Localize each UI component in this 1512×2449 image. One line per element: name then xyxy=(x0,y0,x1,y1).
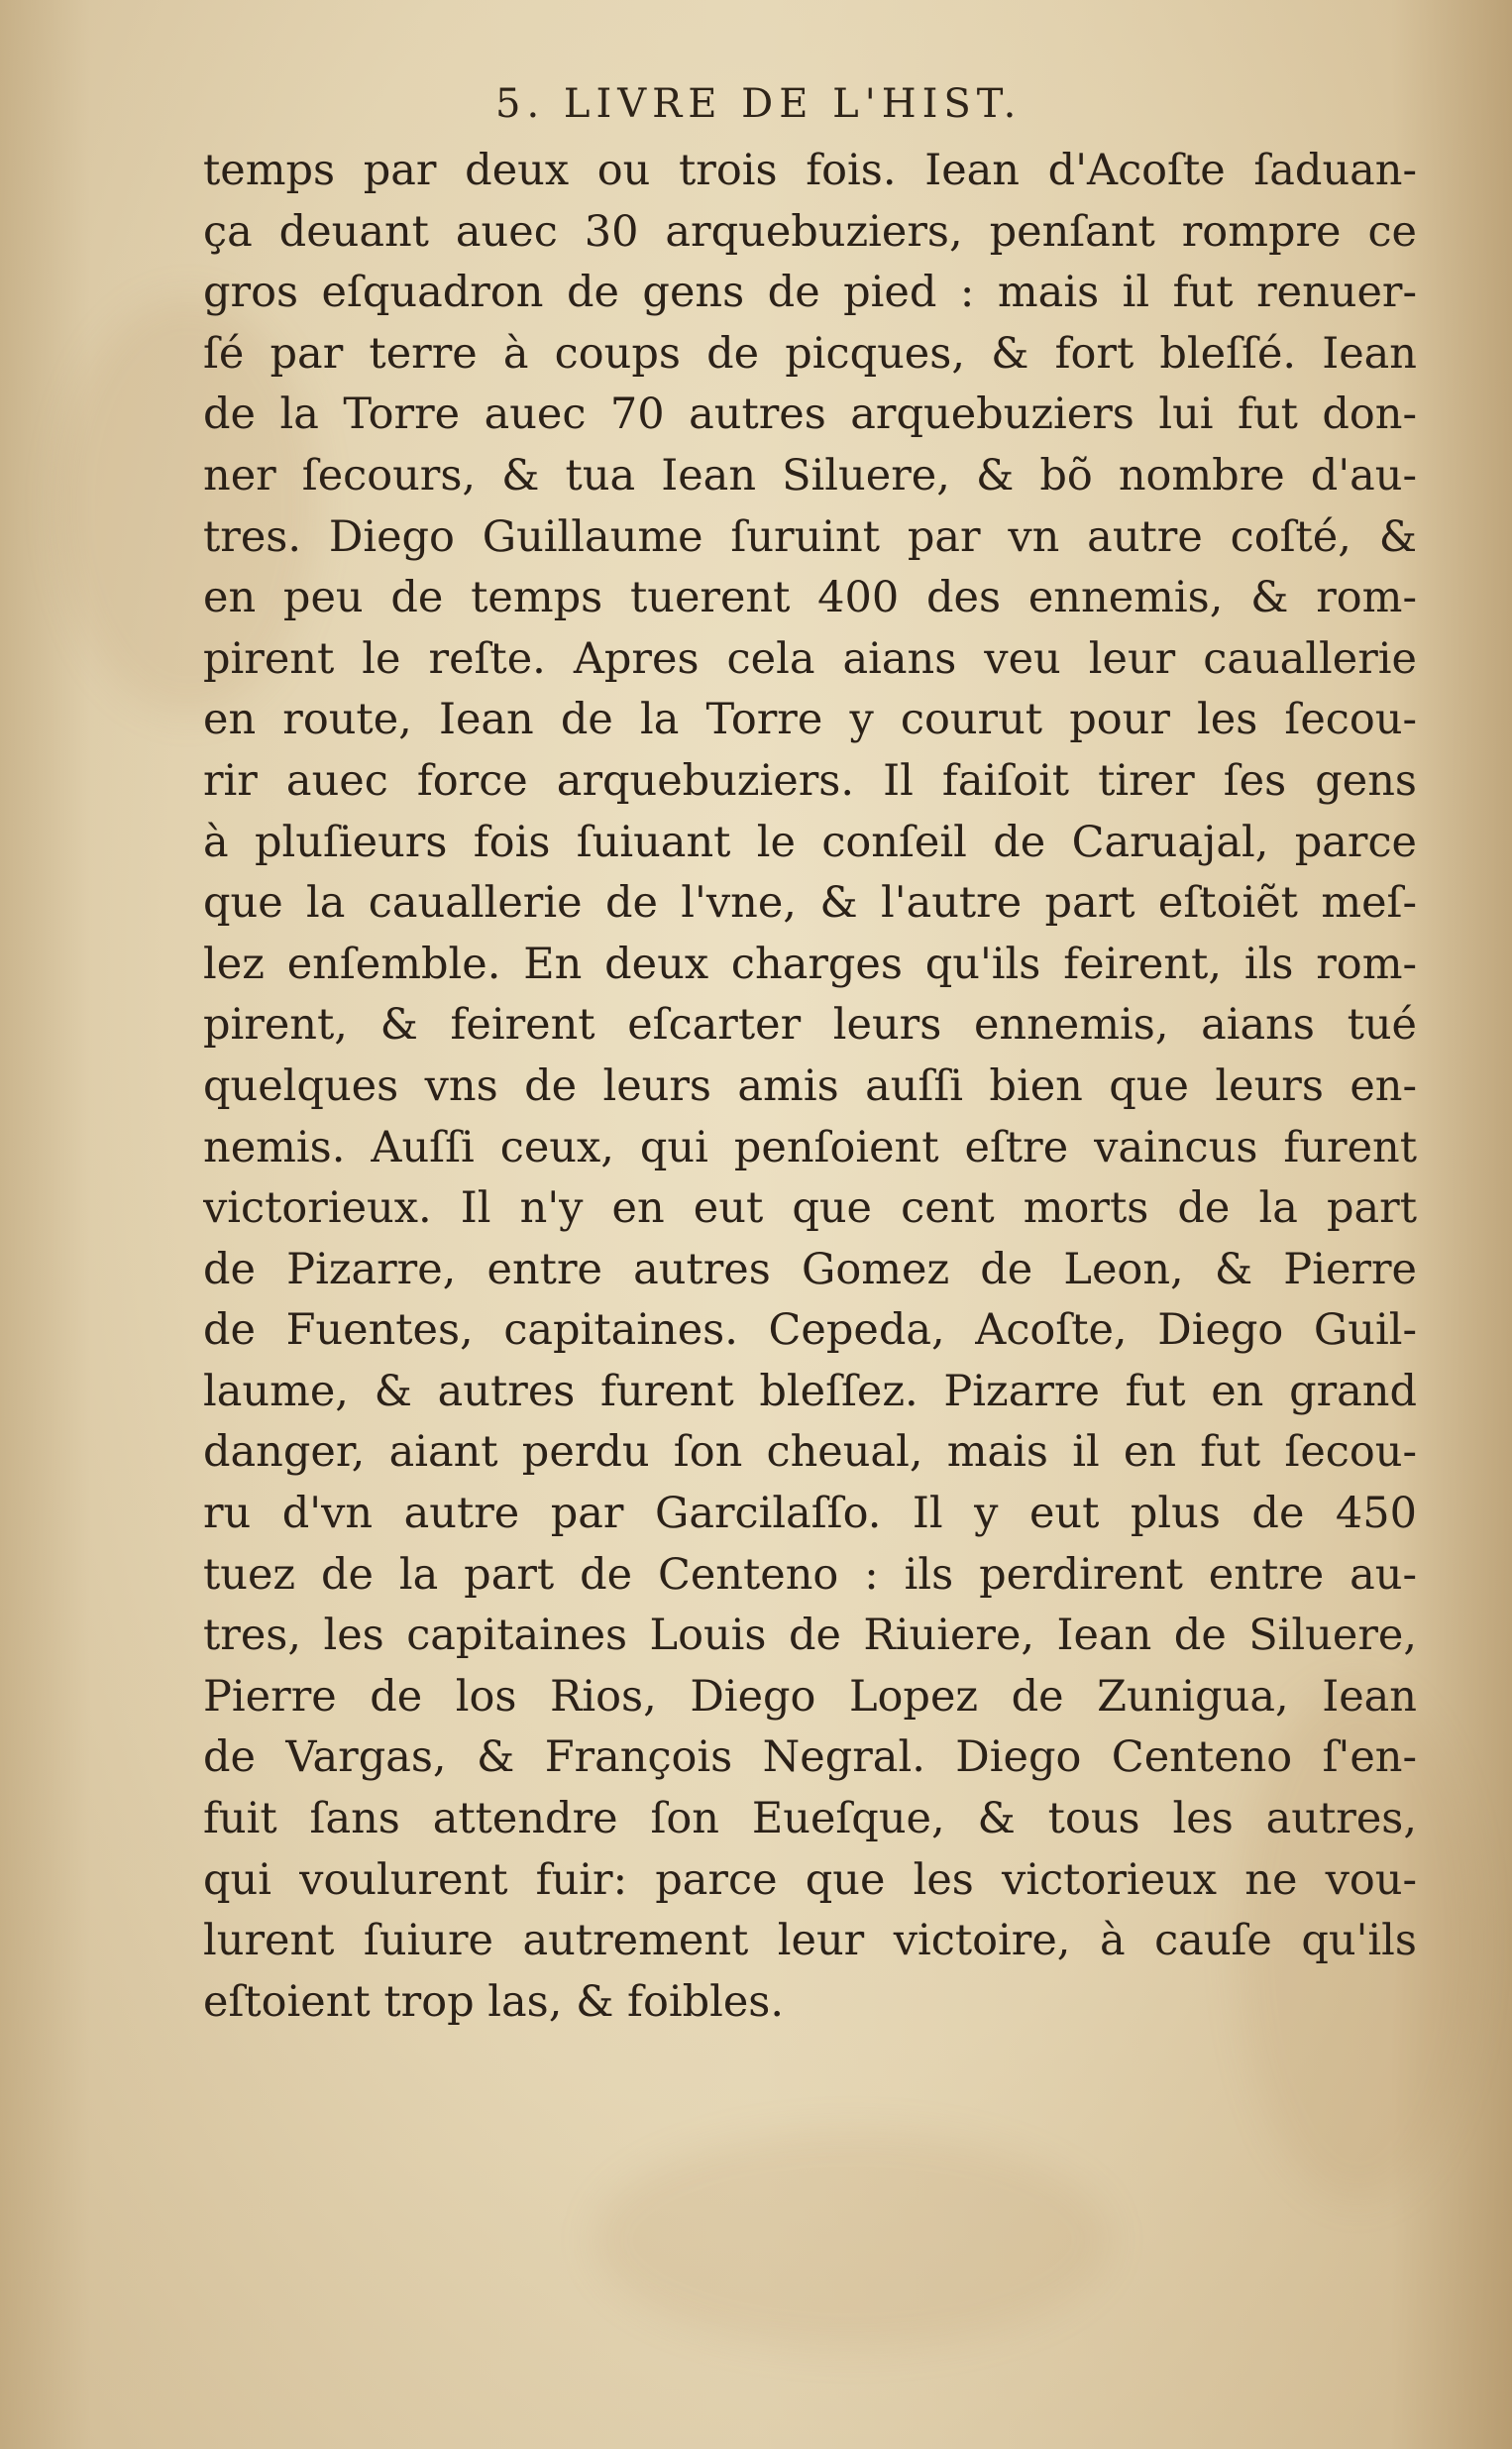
text-line: eſtoient trop las, & foibles. xyxy=(203,1976,785,2027)
text-line: pirent, & feirent eſcarter leurs ennemis, aians tué xyxy=(203,1000,1417,1051)
body-text xyxy=(203,141,1417,2033)
text-line: fuit ſans attendre ſon Eueſque, & tous les autres, xyxy=(203,1794,1417,1844)
text-line: Pierre de los Rios, Diego Lopez de Zunigua, Iean xyxy=(203,1671,1417,1722)
text-line: de Pizarre, entre autres Gomez de Leon, & Pierre xyxy=(203,1244,1417,1294)
text-line: victorieux. Il n'y en eut que cent morts de la part xyxy=(203,1183,1417,1234)
text-line: à pluſieurs fois ſuiuant le conſeil de Caruajal, parce xyxy=(203,817,1417,867)
text-line: en route, Iean de la Torre y courut pour les ſecou- xyxy=(203,695,1417,745)
text-line: tuez de la part de Centeno : ils perdirent entre au- xyxy=(203,1549,1417,1600)
text-line: de la Torre auec 70 autres arquebuziers lui fut don- xyxy=(203,390,1417,440)
text-line: ſé par terre à coups de picques, & fort bleſſé. Iean xyxy=(203,328,1417,379)
text-line: ru d'vn autre par Garcilaſſo. Il y eut plus de 450 xyxy=(203,1489,1417,1539)
text-line: nemis. Auſſi ceux, qui penſoient eſtre vaincus furent xyxy=(203,1122,1417,1172)
text-line: de Vargas, & François Negral. Diego Centeno ſ'en- xyxy=(203,1732,1417,1783)
text-line: que la cauallerie de l'vne, & l'autre part eſtoiẽt meſ- xyxy=(203,878,1417,929)
text-line: ça deuant auec 30 arquebuziers, penſant rompre ce xyxy=(203,206,1417,257)
text-line: gros eſquadron de gens de pied : mais il fut renuer- xyxy=(203,268,1417,318)
text-line: qui voulurent fuir: parce que les victorieux ne vou- xyxy=(203,1854,1417,1905)
paper-stain xyxy=(594,2131,1110,2349)
text-line: temps par deux ou trois fois. Iean d'Acoſte ſaduan- xyxy=(203,146,1417,195)
text-line: rir auec force arquebuziers. Il faiſoit tirer ſes gens xyxy=(203,755,1417,806)
text-line: en peu de temps tuerent 400 des ennemis, & rom- xyxy=(203,573,1417,623)
text-line: de Fuentes, capitaines. Cepeda, Acoſte, Diego Guil- xyxy=(203,1305,1417,1356)
text-line: ner ſecours, & tua Iean Siluere, & bõ nombre d'au- xyxy=(203,450,1417,501)
text-line: lez enſemble. En deux charges qu'ils feirent, ils rom- xyxy=(203,939,1417,989)
text-line: pirent le reſte. Apres cela aians veu leur cauallerie xyxy=(203,633,1417,684)
text-line: tres. Diego Guillaume ſuruint par vn autre coſté, & xyxy=(203,511,1417,562)
text-line: laume, & autres furent bleſſez. Pizarre fut en grand xyxy=(203,1366,1417,1416)
text-line: quelques vns de leurs amis auſſi bien que leurs en- xyxy=(203,1060,1417,1111)
text-line: lurent ſuiure autrement leur victoire, à cauſe qu'ils xyxy=(203,1916,1417,1966)
text-line: tres, les capitaines Louis de Riuiere, Iean de Siluere, xyxy=(203,1611,1417,1661)
running-head: 5. LIVRE DE L'HIST. xyxy=(495,81,1023,127)
text-line: danger, aiant perdu ſon cheual, mais il en fut ſecou- xyxy=(203,1427,1417,1478)
